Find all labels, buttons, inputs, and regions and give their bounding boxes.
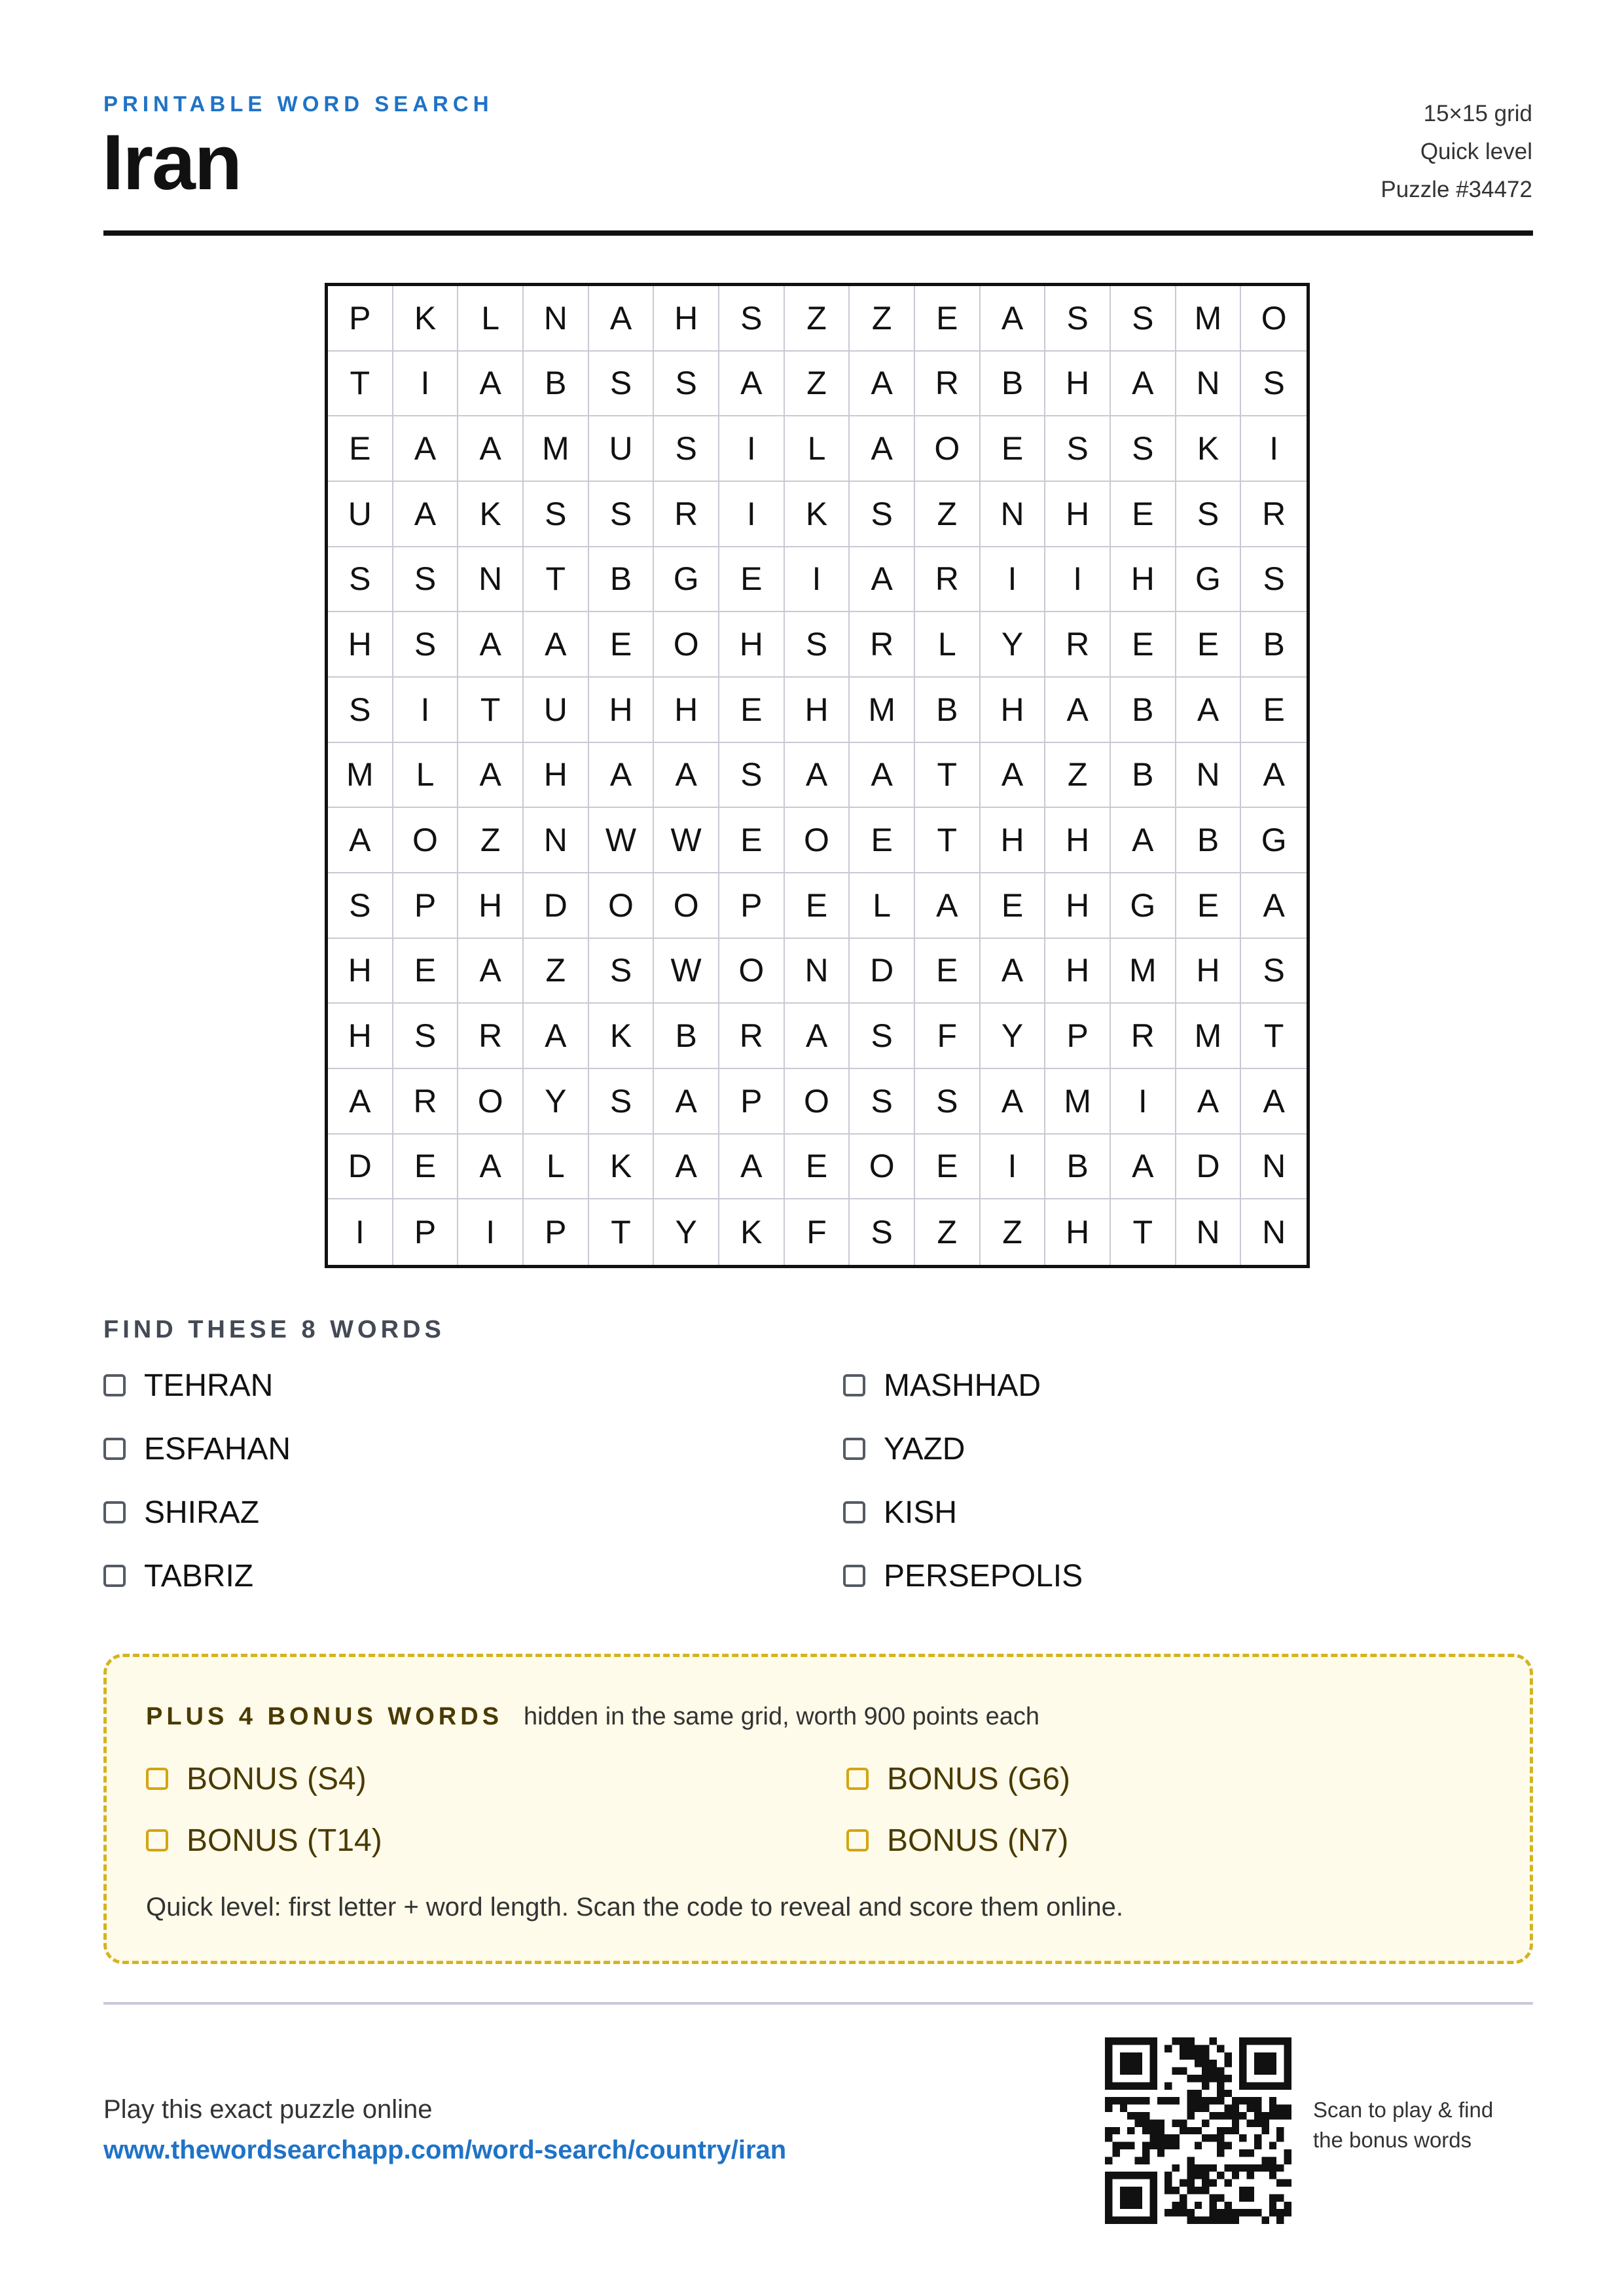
grid-cell[interactable]: H xyxy=(1045,482,1111,547)
grid-cell[interactable]: S xyxy=(654,416,719,482)
grid-cell[interactable]: K xyxy=(589,1004,655,1069)
grid-cell[interactable]: S xyxy=(328,873,393,939)
grid-cell[interactable]: O xyxy=(1241,286,1307,352)
grid-cell[interactable]: R xyxy=(850,612,915,678)
grid-cell[interactable]: P xyxy=(524,1199,589,1265)
bonus-header xyxy=(146,1703,1039,1731)
grid-cell[interactable]: M xyxy=(524,416,589,482)
grid-cell[interactable]: R xyxy=(1111,1004,1176,1069)
word-item[interactable] xyxy=(843,1495,1533,1529)
grid-cell[interactable]: B xyxy=(981,352,1046,417)
grid-cell[interactable]: A xyxy=(458,612,524,678)
grid-cell[interactable]: P xyxy=(393,1199,459,1265)
grid-cell[interactable]: A xyxy=(458,1135,524,1200)
grid-cell[interactable]: H xyxy=(524,743,589,809)
checkbox-icon[interactable] xyxy=(843,1438,865,1460)
grid-cell[interactable]: Z xyxy=(850,286,915,352)
grid-cell[interactable]: A xyxy=(850,352,915,417)
grid-cell[interactable]: E xyxy=(589,612,655,678)
grid-cell[interactable]: S xyxy=(589,352,655,417)
grid-cell[interactable]: M xyxy=(1176,286,1242,352)
grid-cell[interactable]: E xyxy=(328,416,393,482)
grid-cell[interactable]: B xyxy=(915,678,981,743)
grid-cell[interactable]: R xyxy=(719,1004,785,1069)
grid-cell[interactable]: E xyxy=(719,808,785,873)
grid-cell[interactable]: H xyxy=(1045,873,1111,939)
grid-cell[interactable]: O xyxy=(654,873,719,939)
word-label: SHIRAZ xyxy=(144,1495,260,1530)
grid-cell[interactable]: A xyxy=(850,547,915,613)
bonus-item[interactable] xyxy=(846,1823,1494,1857)
grid-cell[interactable]: B xyxy=(1111,743,1176,809)
grid-cell[interactable]: E xyxy=(1111,612,1176,678)
grid-cell[interactable]: A xyxy=(328,808,393,873)
grid-cell[interactable]: K xyxy=(458,482,524,547)
grid-cell[interactable]: S xyxy=(1176,482,1242,547)
page-title: Iran xyxy=(102,118,242,206)
grid-cell[interactable]: T xyxy=(458,678,524,743)
find-heading: FIND THESE 8 WORDS xyxy=(103,1316,445,1343)
grid-cell[interactable]: R xyxy=(1241,482,1307,547)
grid-cell[interactable]: E xyxy=(915,939,981,1004)
grid-cell[interactable]: E xyxy=(719,678,785,743)
grid-cell[interactable]: A xyxy=(850,743,915,809)
grid-cell[interactable]: S xyxy=(1241,352,1307,417)
checkbox-icon[interactable] xyxy=(103,1374,126,1396)
grid-cell[interactable]: Z xyxy=(915,482,981,547)
grid-cell[interactable]: A xyxy=(1241,743,1307,809)
word-item[interactable] xyxy=(843,1368,1533,1402)
word-item[interactable] xyxy=(103,1559,843,1593)
grid-cell[interactable]: I xyxy=(393,352,459,417)
grid-cell[interactable]: P xyxy=(719,873,785,939)
grid-cell[interactable]: Z xyxy=(785,352,850,417)
grid-cell[interactable]: L xyxy=(524,1135,589,1200)
checkbox-icon[interactable] xyxy=(103,1565,126,1587)
grid-cell[interactable]: A xyxy=(1241,1069,1307,1135)
grid-cell[interactable]: A xyxy=(458,743,524,809)
grid-cell[interactable]: A xyxy=(785,743,850,809)
grid-cell[interactable]: I xyxy=(785,547,850,613)
grid-cell[interactable]: N xyxy=(1176,352,1242,417)
grid-cell[interactable]: H xyxy=(1045,352,1111,417)
grid-cell[interactable]: S xyxy=(589,1069,655,1135)
grid-cell[interactable]: A xyxy=(654,1135,719,1200)
grid-cell[interactable]: S xyxy=(328,547,393,613)
checkbox-icon[interactable] xyxy=(843,1374,865,1396)
grid-cell[interactable]: A xyxy=(981,743,1046,809)
grid-cell[interactable]: D xyxy=(328,1135,393,1200)
grid-cell[interactable]: K xyxy=(719,1199,785,1265)
grid-cell[interactable]: L xyxy=(785,416,850,482)
grid-cell[interactable]: A xyxy=(458,939,524,1004)
grid-cell[interactable]: S xyxy=(524,482,589,547)
header-divider xyxy=(103,230,1533,236)
grid-cell[interactable]: H xyxy=(981,678,1046,743)
grid-cell[interactable]: S xyxy=(589,939,655,1004)
grid-cell[interactable]: T xyxy=(1111,1199,1176,1265)
qr-caption-line: the bonus words xyxy=(1313,2128,1472,2152)
grid-cell[interactable]: Z xyxy=(981,1199,1046,1265)
puzzle-meta xyxy=(1380,95,1532,209)
grid-cell[interactable]: W xyxy=(589,808,655,873)
level: Quick level xyxy=(1420,139,1532,164)
grid-cell[interactable]: E xyxy=(1241,678,1307,743)
grid-cell[interactable]: T xyxy=(915,808,981,873)
grid-cell[interactable]: I xyxy=(328,1199,393,1265)
grid-cell[interactable]: S xyxy=(850,1004,915,1069)
grid-cell[interactable]: O xyxy=(589,873,655,939)
grid-cell[interactable]: S xyxy=(1241,939,1307,1004)
qr-code-icon[interactable] xyxy=(1105,2037,1291,2224)
grid-cell[interactable]: U xyxy=(589,416,655,482)
grid-cell[interactable]: N xyxy=(1241,1135,1307,1200)
grid-cell[interactable]: S xyxy=(915,1069,981,1135)
grid-cell[interactable]: O xyxy=(393,808,459,873)
grid-cell[interactable]: E xyxy=(393,939,459,1004)
word-item[interactable] xyxy=(843,1432,1533,1466)
grid-cell[interactable]: Z xyxy=(458,808,524,873)
grid-cell[interactable]: A xyxy=(1045,678,1111,743)
grid-cell[interactable]: B xyxy=(1241,612,1307,678)
grid-cell[interactable]: I xyxy=(458,1199,524,1265)
grid-cell[interactable]: H xyxy=(654,286,719,352)
grid-cell[interactable]: I xyxy=(1241,416,1307,482)
grid-cell[interactable]: M xyxy=(850,678,915,743)
grid-cell[interactable]: H xyxy=(981,808,1046,873)
grid-cell[interactable]: A xyxy=(1111,808,1176,873)
grid-cell[interactable]: A xyxy=(328,1069,393,1135)
grid-cell[interactable]: G xyxy=(1176,547,1242,613)
grid-cell[interactable]: M xyxy=(1176,1004,1242,1069)
grid-cell[interactable]: H xyxy=(1045,808,1111,873)
grid-cell[interactable]: S xyxy=(654,352,719,417)
grid-cell[interactable]: N xyxy=(458,547,524,613)
grid-cell[interactable]: Z xyxy=(524,939,589,1004)
grid-cell[interactable]: K xyxy=(393,286,459,352)
grid-cell[interactable]: P xyxy=(393,873,459,939)
bonus-label: BONUS (N7) xyxy=(887,1823,1069,1858)
grid-cell[interactable]: R xyxy=(393,1069,459,1135)
kicker: PRINTABLE WORD SEARCH xyxy=(103,92,494,116)
grid-cell[interactable]: H xyxy=(719,612,785,678)
grid-cell[interactable]: G xyxy=(1111,873,1176,939)
grid-cell[interactable]: A xyxy=(915,873,981,939)
grid-cell[interactable]: E xyxy=(1176,873,1242,939)
bonus-label: BONUS (G6) xyxy=(887,1761,1071,1796)
grid-cell[interactable]: I xyxy=(1111,1069,1176,1135)
grid-cell[interactable]: U xyxy=(524,678,589,743)
grid-cell[interactable]: O xyxy=(654,612,719,678)
bonus-item[interactable] xyxy=(146,1762,846,1796)
grid-cell[interactable]: L xyxy=(850,873,915,939)
grid-cell[interactable]: S xyxy=(328,678,393,743)
grid-cell[interactable]: E xyxy=(1111,482,1176,547)
grid-cell[interactable]: A xyxy=(524,612,589,678)
grid-cell[interactable]: A xyxy=(719,1135,785,1200)
grid-cell[interactable]: O xyxy=(719,939,785,1004)
grid-cell[interactable]: I xyxy=(719,482,785,547)
grid-cell[interactable]: R xyxy=(654,482,719,547)
word-list xyxy=(103,1368,1533,1593)
word-label: PERSEPOLIS xyxy=(884,1558,1083,1594)
grid-cell[interactable]: E xyxy=(915,1135,981,1200)
bonus-word-list xyxy=(146,1762,1494,1857)
checkbox-icon[interactable] xyxy=(103,1438,126,1460)
grid-cell[interactable]: E xyxy=(981,416,1046,482)
bonus-item[interactable] xyxy=(846,1762,1494,1796)
grid-cell[interactable]: L xyxy=(915,612,981,678)
grid-cell[interactable]: S xyxy=(1241,547,1307,613)
grid-cell[interactable]: S xyxy=(1045,286,1111,352)
letter-grid[interactable] xyxy=(325,283,1310,1268)
grid-cell[interactable]: A xyxy=(654,743,719,809)
qr-caption-line: Scan to play & find xyxy=(1313,2098,1494,2122)
grid-cell[interactable]: P xyxy=(328,286,393,352)
grid-cell[interactable]: A xyxy=(393,416,459,482)
checkbox-icon[interactable] xyxy=(843,1565,865,1587)
footer-divider xyxy=(103,2002,1533,2005)
grid-cell[interactable]: S xyxy=(589,482,655,547)
grid-cell[interactable]: Z xyxy=(915,1199,981,1265)
grid-cell[interactable]: A xyxy=(458,416,524,482)
grid-cell[interactable]: D xyxy=(850,939,915,1004)
grid-cell[interactable]: M xyxy=(1045,1069,1111,1135)
checkbox-icon[interactable] xyxy=(103,1501,126,1523)
grid-cell[interactable]: S xyxy=(850,1069,915,1135)
grid-cell[interactable]: H xyxy=(328,939,393,1004)
grid-cell[interactable]: T xyxy=(915,743,981,809)
checkbox-icon[interactable] xyxy=(146,1768,168,1790)
grid-cell[interactable]: K xyxy=(589,1135,655,1200)
grid-cell[interactable]: W xyxy=(654,939,719,1004)
grid-cell[interactable]: O xyxy=(850,1135,915,1200)
grid-cell[interactable]: H xyxy=(1111,547,1176,613)
grid-cell[interactable]: E xyxy=(981,873,1046,939)
grid-cell[interactable]: D xyxy=(524,873,589,939)
grid-cell[interactable]: T xyxy=(328,352,393,417)
grid-cell[interactable]: B xyxy=(524,352,589,417)
grid-cell[interactable]: B xyxy=(1176,808,1242,873)
grid-cell[interactable]: N xyxy=(785,939,850,1004)
word-label: KISH xyxy=(884,1495,958,1530)
grid-cell[interactable]: F xyxy=(785,1199,850,1265)
grid-cell[interactable]: R xyxy=(1045,612,1111,678)
grid-cell[interactable]: S xyxy=(785,612,850,678)
bonus-label: BONUS (T14) xyxy=(187,1823,382,1858)
grid-cell[interactable]: N xyxy=(1176,743,1242,809)
grid-cell[interactable]: A xyxy=(981,286,1046,352)
grid-cell[interactable]: O xyxy=(458,1069,524,1135)
grid-cell[interactable]: B xyxy=(654,1004,719,1069)
grid-cell[interactable]: G xyxy=(1241,808,1307,873)
word-label: TABRIZ xyxy=(144,1558,254,1594)
grid-cell[interactable]: K xyxy=(785,482,850,547)
grid-cell[interactable]: Z xyxy=(1045,743,1111,809)
grid-cell[interactable]: H xyxy=(589,678,655,743)
grid-cell[interactable]: E xyxy=(850,808,915,873)
grid-cell[interactable]: T xyxy=(524,547,589,613)
grid-cell[interactable]: M xyxy=(328,743,393,809)
grid-cell[interactable]: A xyxy=(785,1004,850,1069)
grid-cell[interactable]: W xyxy=(654,808,719,873)
qr-caption xyxy=(1313,2095,1493,2155)
grid-cell[interactable]: N xyxy=(981,482,1046,547)
bonus-subheading: hidden in the same grid, worth 900 points each xyxy=(524,1703,1039,1730)
grid-cell[interactable]: N xyxy=(1262,1214,1286,1251)
grid-cell[interactable]: A xyxy=(1176,1069,1242,1135)
grid-cell[interactable]: Y xyxy=(524,1069,589,1135)
grid-cell[interactable]: K xyxy=(1176,416,1242,482)
grid-cell[interactable]: E xyxy=(785,1135,850,1200)
grid-cell[interactable]: R xyxy=(915,547,981,613)
grid-cell[interactable]: A xyxy=(981,1069,1046,1135)
grid-cell[interactable]: I xyxy=(1045,547,1111,613)
grid-cell[interactable]: L xyxy=(458,286,524,352)
bonus-item[interactable] xyxy=(146,1823,846,1857)
grid-cell[interactable]: B xyxy=(1111,678,1176,743)
grid-cell[interactable]: A xyxy=(1176,678,1242,743)
grid-cell[interactable]: T xyxy=(1241,1004,1307,1069)
grid-size: 15×15 grid xyxy=(1423,101,1532,126)
word-item[interactable] xyxy=(103,1368,843,1402)
bonus-panel xyxy=(103,1654,1533,1964)
grid-cell[interactable]: H xyxy=(1176,939,1242,1004)
grid-cell[interactable]: S xyxy=(719,743,785,809)
grid-cell[interactable]: S xyxy=(393,612,459,678)
grid-cell[interactable]: I xyxy=(719,416,785,482)
grid-cell[interactable]: A xyxy=(654,1069,719,1135)
grid-cell[interactable]: I xyxy=(981,1135,1046,1200)
puzzle-id: Puzzle #34472 xyxy=(1380,177,1532,202)
grid-cell[interactable]: N xyxy=(1176,1199,1242,1265)
grid-cell[interactable]: H xyxy=(328,1004,393,1069)
grid-cell[interactable]: S xyxy=(1111,416,1176,482)
grid-cell[interactable]: A xyxy=(524,1004,589,1069)
grid-cell[interactable]: H xyxy=(458,873,524,939)
grid-cell[interactable]: N xyxy=(524,286,589,352)
grid-cell[interactable]: U xyxy=(328,482,393,547)
grid-cell[interactable]: D xyxy=(1176,1135,1242,1200)
grid-cell[interactable]: A xyxy=(981,939,1046,1004)
grid-cell[interactable]: E xyxy=(915,286,981,352)
grid-cell[interactable]: S xyxy=(850,482,915,547)
grid-cell[interactable]: A xyxy=(589,286,655,352)
grid-cell[interactable]: S xyxy=(393,547,459,613)
grid-cell[interactable]: A xyxy=(589,743,655,809)
grid-cell[interactable]: A xyxy=(719,352,785,417)
grid-cell[interactable]: P xyxy=(1045,1004,1111,1069)
grid-cell[interactable]: O xyxy=(915,416,981,482)
grid-cell[interactable]: A xyxy=(850,416,915,482)
grid-cell[interactable]: O xyxy=(785,808,850,873)
grid-cell[interactable]: R xyxy=(458,1004,524,1069)
grid-cell[interactable]: N xyxy=(524,808,589,873)
play-online-label: Play this exact puzzle online xyxy=(103,2095,433,2124)
word-label: ESFAHAN xyxy=(144,1431,291,1467)
word-label: TEHRAN xyxy=(144,1368,274,1403)
grid-cell[interactable]: H xyxy=(1045,939,1111,1004)
grid-cell[interactable]: E xyxy=(393,1135,459,1200)
grid-cell[interactable]: Y xyxy=(654,1199,719,1265)
grid-cell[interactable]: I xyxy=(981,547,1046,613)
grid-cell[interactable]: A xyxy=(393,482,459,547)
grid-cell[interactable]: P xyxy=(719,1069,785,1135)
grid-cell[interactable]: O xyxy=(785,1069,850,1135)
grid-cell[interactable]: H xyxy=(1045,1199,1111,1265)
word-label: MASHHAD xyxy=(884,1368,1041,1403)
grid-cell[interactable]: H xyxy=(785,678,850,743)
word-item[interactable] xyxy=(103,1432,843,1466)
grid-cell[interactable]: A xyxy=(1241,873,1307,939)
grid-cell[interactable]: S xyxy=(719,286,785,352)
grid-cell[interactable]: H xyxy=(654,678,719,743)
grid-cell[interactable]: F xyxy=(915,1004,981,1069)
grid-cell[interactable]: A xyxy=(1111,1135,1176,1200)
grid-cell[interactable]: S xyxy=(850,1199,915,1265)
bonus-heading: PLUS 4 BONUS WORDS xyxy=(146,1703,503,1730)
bonus-note: Quick level: first letter + word length. Scan the code to reveal and score them online. xyxy=(146,1893,1124,1922)
grid-cell[interactable]: Z xyxy=(785,286,850,352)
grid-cell[interactable]: G xyxy=(654,547,719,613)
grid-cell[interactable]: I xyxy=(393,678,459,743)
grid-cell[interactable]: T xyxy=(589,1199,655,1265)
word-item[interactable] xyxy=(843,1559,1533,1593)
grid-cell[interactable]: S xyxy=(1111,286,1176,352)
grid-cell[interactable]: B xyxy=(1045,1135,1111,1200)
grid-cell[interactable]: R xyxy=(915,352,981,417)
grid-cell[interactable]: M xyxy=(1111,939,1176,1004)
grid-cell[interactable]: S xyxy=(1045,416,1111,482)
checkbox-icon[interactable] xyxy=(846,1768,869,1790)
grid-cell[interactable]: H xyxy=(328,612,393,678)
grid-cell[interactable]: A xyxy=(1111,352,1176,417)
grid-cell[interactable]: L xyxy=(393,743,459,809)
checkbox-icon[interactable] xyxy=(146,1829,168,1851)
grid-cell[interactable]: B xyxy=(589,547,655,613)
checkbox-icon[interactable] xyxy=(846,1829,869,1851)
checkbox-icon[interactable] xyxy=(843,1501,865,1523)
puzzle-link[interactable]: www.thewordsearchapp.com/word-search/country/iran xyxy=(103,2136,787,2164)
grid-cell[interactable]: Y xyxy=(981,1004,1046,1069)
bonus-label: BONUS (S4) xyxy=(187,1761,367,1796)
word-label: YAZD xyxy=(884,1431,965,1467)
word-item[interactable] xyxy=(103,1495,843,1529)
grid-cell[interactable]: E xyxy=(719,547,785,613)
grid-cell[interactable]: S xyxy=(393,1004,459,1069)
grid-cell[interactable]: E xyxy=(1176,612,1242,678)
grid-cell[interactable]: Y xyxy=(981,612,1046,678)
grid-cell[interactable]: A xyxy=(458,352,524,417)
grid-cell[interactable]: E xyxy=(785,873,850,939)
